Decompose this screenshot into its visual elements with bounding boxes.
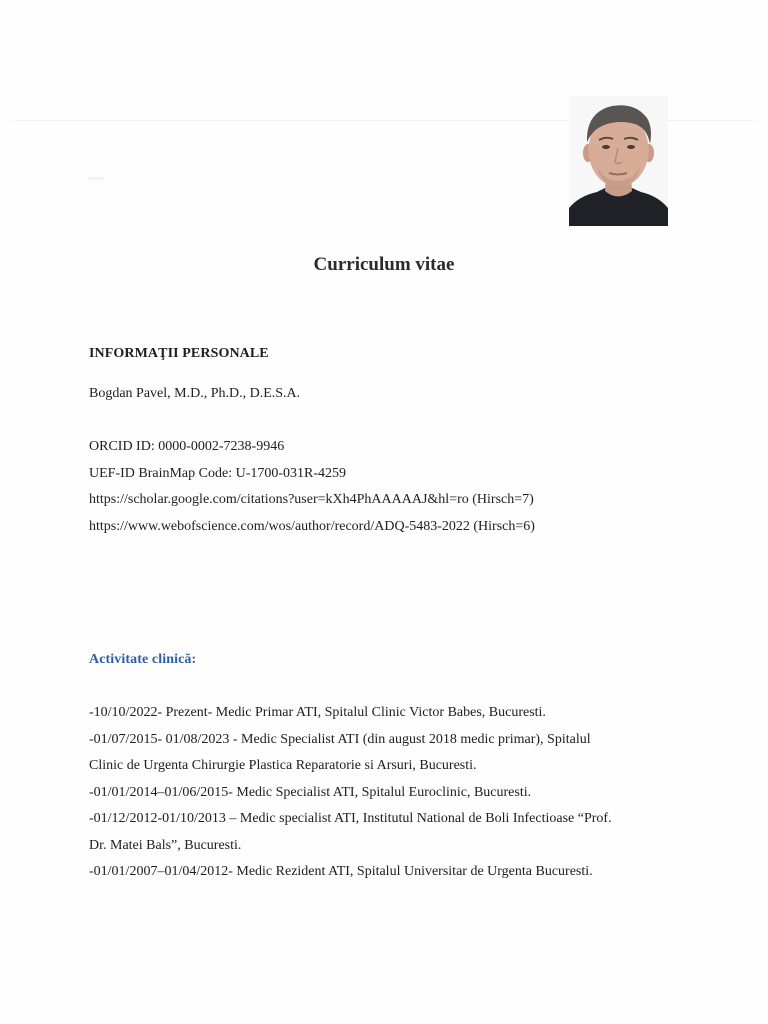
document-title-text: Curriculum vitae [313, 254, 455, 275]
portrait-image [569, 96, 668, 226]
activity-entry: -01/07/2015- 01/08/2023 - Medic Specialist ATI (din august 2018 medic primar), Spitalul [89, 732, 591, 747]
personal-info-heading: INFORMAŢII PERSONALE [89, 346, 269, 361]
activity-entry-continuation: Clinic de Urgenta Chirurgie Plastica Reparatorie si Arsuri, Bucuresti. [89, 758, 477, 773]
orcid-line: ORCID ID: 0000-0002-7238-9946 [89, 439, 285, 454]
scan-mark [88, 177, 104, 180]
brainmap-line: UEF-ID BrainMap Code: U-1700-031R-4259 [89, 466, 347, 481]
profile-photo [569, 96, 668, 226]
clinical-activity-heading: Activitate clinică: [89, 652, 197, 667]
activity-entry-continuation: Dr. Matei Bals”, Bucuresti. [89, 838, 242, 853]
activity-entry: -01/12/2012-01/10/2013 – Medic specialist ATI, Institutul National de Boli Infectioase “Prof. [89, 811, 612, 826]
person-name: Bogdan Pavel, M.D., Ph.D., D.E.S.A. [89, 386, 301, 401]
document-title [0, 254, 768, 276]
scholar-link[interactable]: https://scholar.google.com/citations?user=kXh4PhAAAAAJ&hl=ro (Hirsch=7) [89, 492, 534, 507]
webofscience-link[interactable]: https://www.webofscience.com/wos/author/record/ADQ-5483-2022 (Hirsch=6) [89, 519, 535, 534]
activity-entry: -01/01/2007–01/04/2012- Medic Rezident ATI, Spitalul Universitar de Urgenta Bucuresti. [89, 864, 593, 879]
activity-entry: -10/10/2022- Prezent- Medic Primar ATI, Spitalul Clinic Victor Babes, Bucuresti. [89, 705, 546, 720]
activity-entry: -01/01/2014–01/06/2015- Medic Specialist ATI, Spitalul Euroclinic, Bucuresti. [89, 785, 532, 800]
